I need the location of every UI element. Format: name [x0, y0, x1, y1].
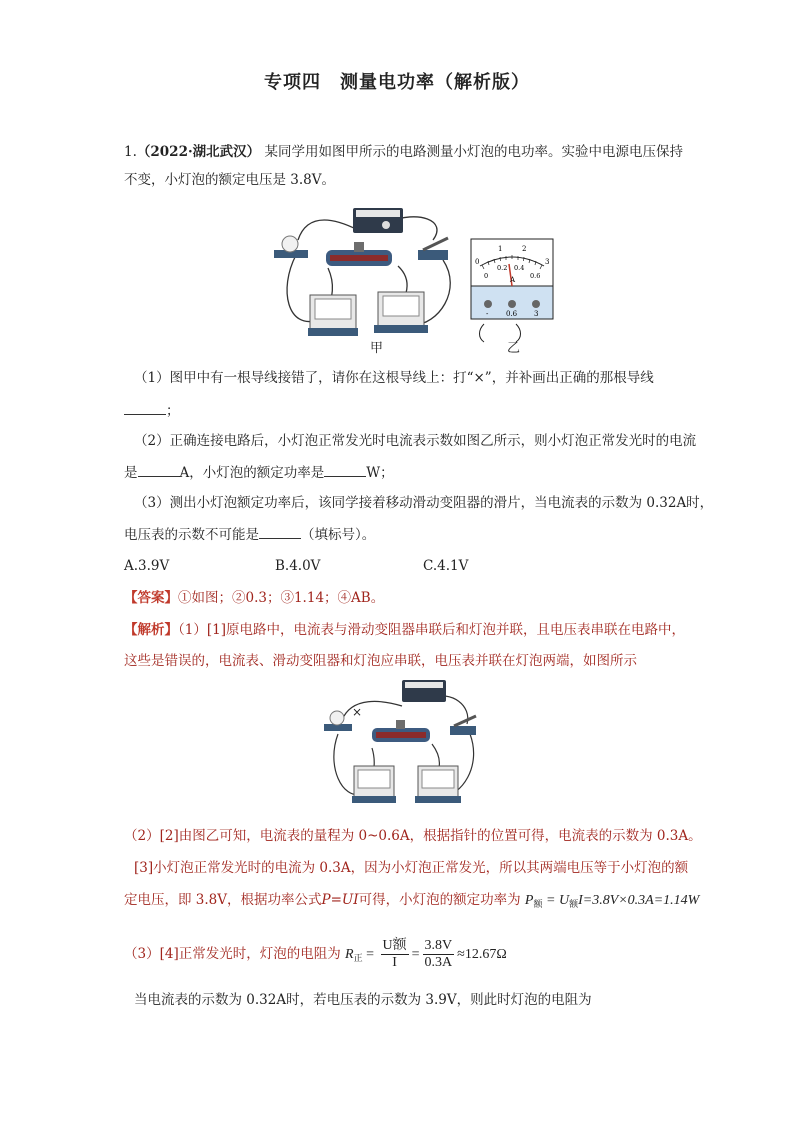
formula: P=UI [321, 892, 359, 908]
fig-label-b: 乙 [507, 341, 521, 356]
resistance-formula: $R_正$ = $\frac{\text{U额}}{I}$ = $\frac{3.8V}{0.3A}$ ≈12.67Ω [345, 938, 507, 971]
text: 当电流表的示数为 0.32A时，若电压表的示数为 3.9V，则此时灯泡的电阻为 [134, 992, 592, 1008]
answer-blank[interactable] [124, 400, 166, 415]
subquestion-2-line1: （2）正确连接电路后，小灯泡正常发光时电流表示数如图乙所示，则小灯泡正常发光时的电流 [134, 433, 697, 449]
analysis-line3: （2）[2]由图乙可知，电流表的量程为 0~0.6A，根据指针的位置可得，电流表的示数为 0.3A。 [124, 828, 702, 844]
scale-top-1: 1 [498, 245, 503, 253]
subquestion-1-line1: （1）图甲中有一根导线接错了，请你在这根导线上：打“×”，并补画出正确的那根导线 [134, 370, 654, 386]
lamp-icon [282, 236, 298, 252]
text: W； [366, 465, 394, 481]
scale-bottom-3: 0.6 [530, 272, 541, 280]
scale-top-3: 3 [545, 258, 550, 266]
wire [298, 220, 358, 240]
scale-top-2: 2 [522, 245, 527, 253]
text: 定电压，即 3.8V，根据功率公式 [124, 892, 322, 908]
circuit-figure-a [268, 200, 468, 360]
question-stem-line2: 不变，小灯泡的额定电压是 3.8V。 [124, 172, 336, 188]
text: 是 [124, 465, 138, 481]
text: A，小灯泡的额定功率是 [179, 465, 325, 481]
scale-bottom-1: 0.2 [497, 264, 508, 272]
punct: ； [166, 403, 180, 419]
subquestion-3-line2 [124, 524, 375, 545]
answer-line [124, 588, 384, 608]
analysis-line1 [124, 620, 685, 640]
question-stem-line1 [124, 142, 683, 162]
switch-icon [450, 726, 476, 735]
subquestion-1-line2 [124, 400, 180, 421]
scale-bottom-2: 0.4 [514, 264, 525, 272]
analysis-line5 [124, 890, 699, 914]
scale-bottom-0: 0 [484, 272, 489, 280]
analysis-line6 [124, 934, 507, 974]
power-formula: $P_额 = U_额I=3.8V\times 0.3A=1.14W$ [524, 893, 700, 909]
question-number: 1. [124, 144, 137, 160]
scale-top-0: 0 [475, 258, 480, 266]
terminal-3: 3 [534, 310, 539, 318]
subquestion-3-line1: （3）测出小灯泡额定功率后，该同学接着移动滑动变阻器的滑片，当电流表的示数为 0.32A时， [134, 495, 714, 511]
analysis-tag: 【解析】 [124, 622, 178, 638]
answer-text: ①如图；②0.3；③1.14；④AB。 [178, 590, 385, 606]
answer-tag: 【答案】 [124, 590, 178, 606]
option-c: C.4.1V [423, 558, 469, 574]
answer-blank-option[interactable] [259, 524, 301, 539]
analysis-line4: [3]小灯泡正常发光时的电流为 0.3A，因为小灯泡正常发光，所以其两端电压等于小灯泡的额 [134, 860, 689, 876]
cross-mark-icon: × [352, 705, 363, 719]
corrected-circuit-figure [322, 676, 482, 816]
answer-blank-current[interactable] [138, 462, 180, 477]
text: （3）[4]正常发光时，灯泡的电阻为 [124, 946, 341, 962]
subquestion-2-line2 [124, 462, 394, 483]
text: （填标号）。 [301, 527, 376, 543]
meter-symbol: A [510, 276, 516, 284]
question-source: （2022·湖北武汉） [136, 144, 261, 160]
terminal-neg: - [486, 310, 489, 318]
lamp-icon [330, 711, 344, 725]
fig-label-a: 甲 [370, 341, 384, 356]
text: 电压表的示数不可能是 [124, 527, 259, 543]
text: （1）[1]原电路中，电流表与滑动变阻器串联后和灯泡并联，且电压表串联在电路中， [178, 622, 685, 638]
answer-blank-power[interactable] [324, 462, 366, 477]
analysis-line2: 这些是错误的，电流表、滑动变阻器和灯泡应串联，电压表并联在灯泡两端，如图所示 [124, 653, 637, 669]
ammeter-figure-b [470, 238, 556, 358]
option-a: A.3.9V [124, 558, 170, 574]
switch-icon [418, 250, 448, 260]
page-title: 专项四 测量电功率（解析版） [264, 72, 530, 93]
terminal-06: 0.6 [506, 310, 518, 318]
option-b: B.4.0V [275, 558, 321, 574]
question-stem-text: 某同学用如图甲所示的电路测量小灯泡的电功率。实验中电源电压保持 [264, 144, 683, 160]
analysis-line7 [134, 990, 592, 1010]
text: 可得，小灯泡的额定功率为 [358, 892, 521, 908]
